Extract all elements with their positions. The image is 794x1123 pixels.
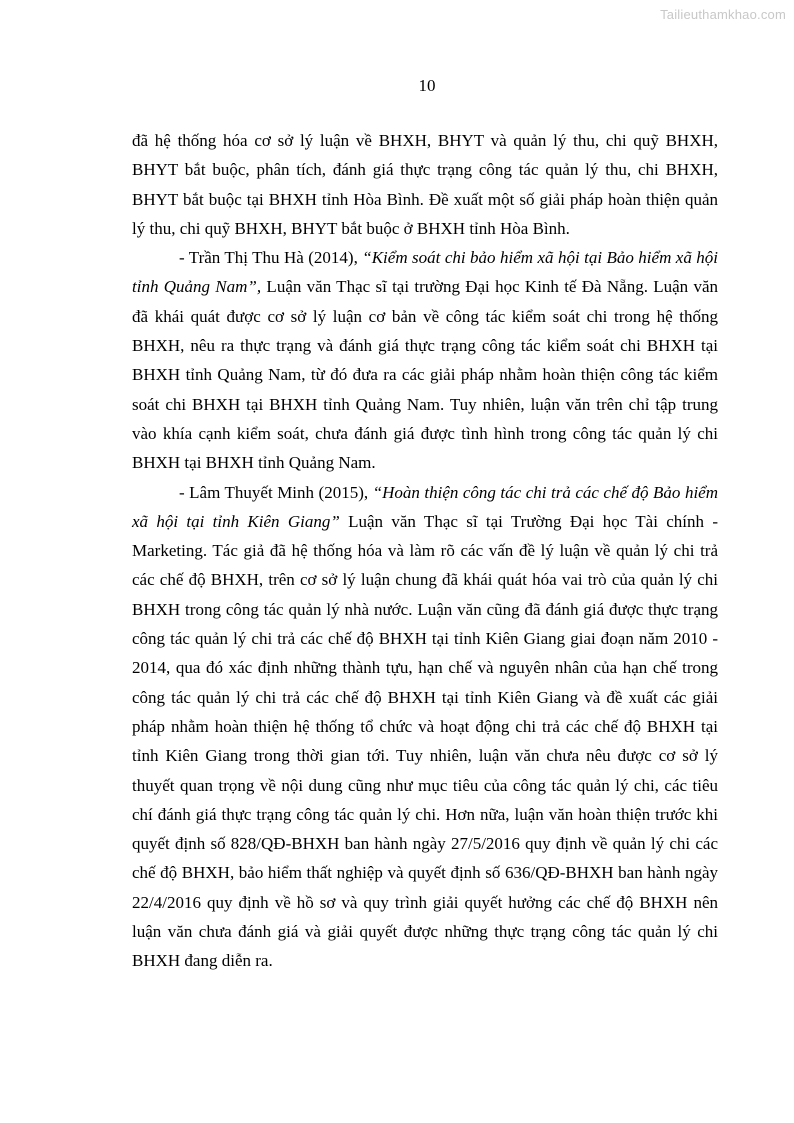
citation-description: Luận văn Thạc sĩ tại trường Đại học Kinh tế Đà Nẵng. Luận văn đã khái quát được cơ sở lý luận cơ bản về công tác kiểm soát chi trong hệ thống BHXH, nêu ra thực trạng và đánh giá thực trạng công tác kiểm soát chi BHXH tại BHXH tỉnh Quảng Nam, từ đó đưa ra các giải pháp nhằm hoàn thiện công tác kiểm soát chi BHXH tại BHXH tỉnh Quảng Nam. Tuy nhiên, luận văn trên chỉ tập trung vào khía cạnh kiểm soát, chưa đánh giá được tình hình trong công tác quản lý chi BHXH tại BHXH tỉnh Quảng Nam. <box>132 277 719 473</box>
citation-title: “Kiểm soát chi bảo hiểm xã hội tại Bảo hiểm xã hội tỉnh Quảng Nam”, <box>132 248 719 297</box>
paragraph-2 <box>132 243 718 477</box>
document-body <box>132 126 718 976</box>
watermark-text: Tailieuthamkhao.com <box>660 7 786 22</box>
paragraph-3 <box>132 478 718 976</box>
citation-title: “Hoàn thiện công tác chi trả các chế độ Bảo hiểm xã hội tại tỉnh Kiên Giang” <box>132 482 718 531</box>
citation-description: Luận văn Thạc sĩ tại Trường Đại học Tài chính - Marketing. Tác giả đã hệ thống hóa và làm rõ các vấn đề lý luận về quản lý chi trả các chế độ BHXH, trên cơ sở lý luận chung đã khái quát hóa vai trò của quản lý chi BHXH trong công tác quản lý nhà nước. Luận văn cũng đã đánh giá được thực trạng công tác quản lý chi trả các chế độ BHXH tại tỉnh Kiên Giang giai đoạn năm 2010 - 2014, qua đó xác định những thành tựu, hạn chế và nguyên nhân của hạn chế trong công tác quản lý chi trả các chế độ BHXH tại tỉnh Kiên Giang và đề xuất các giải pháp nhằm hoàn thiện hệ thống tổ chức và hoạt động chi trả các chế độ BHXH tại tỉnh Kiên Giang trong thời gian tới. Tuy nhiên, luận văn chưa nêu được cơ sở lý thuyết quan trọng về nội dung cũng như mục tiêu của công tác quản lý chi, các tiêu chí đánh giá thực trạng công tác quản lý chi. Hơn nữa, luận văn hoàn thiện trước khi quyết định số 828/QĐ-BHXH ban hành ngày 27/5/2016 quy định về quản lý chi các chế độ BHXH, bảo hiểm thất nghiệp và quyết định số 636/QĐ-BHXH ban hành ngày 22/4/2016 quy định về hồ sơ và quy trình giải quyết hưởng các chế độ BHXH nên luận văn chưa đánh giá và giải quyết được những thực trạng công tác quản lý chi BHXH đang diễn ra. <box>132 511 718 971</box>
page-number: 10 <box>418 76 436 95</box>
paragraph-1: đã hệ thống hóa cơ sở lý luận về BHXH, BHYT và quản lý thu, chi quỹ BHXH, BHYT bắt buộc, phân tích, đánh giá thực trạng công tác quản lý thu, chi BHXH, BHYT bắt buộc tại BHXH tỉnh Hòa Bình. Đề xuất một số giải pháp hoàn thiện quản lý thu, chi quỹ BHXH, BHYT bắt buộc ở BHXH tỉnh Hòa Bình. <box>132 131 718 238</box>
citation-author: - Trần Thị Thu Hà (2014), <box>179 248 363 268</box>
citation-author: - Lâm Thuyết Minh (2015), <box>179 482 373 502</box>
